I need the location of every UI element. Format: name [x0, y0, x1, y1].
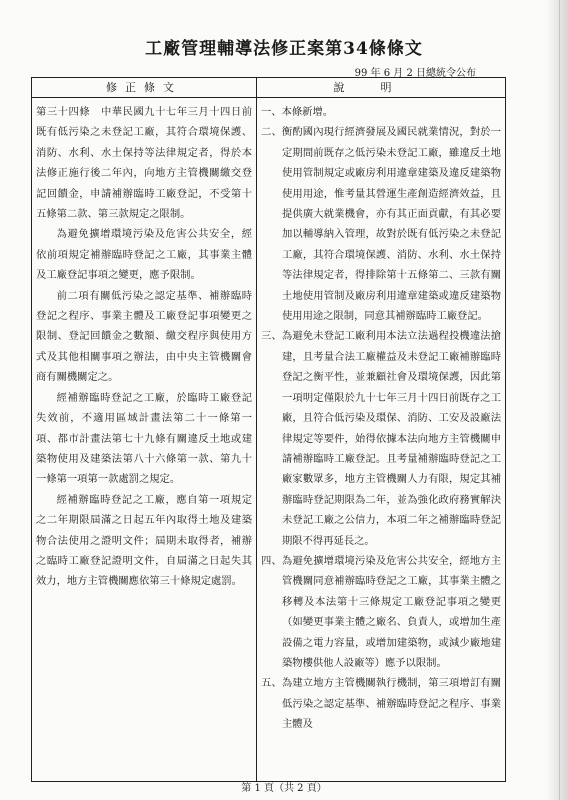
page-number: 第 1 頁（共 2 頁）: [241, 783, 327, 794]
explanation-item: [261, 326, 501, 550]
amended-paragraph: 為避免擴增環境污染及危害公共安全，經依前項規定補辦臨時登記之工廠，其事業主體及工廠登記事項之變更，應予限制。: [36, 228, 252, 282]
item-text: 本條新增。: [281, 106, 334, 118]
amended-paragraph: 經補辦臨時登記之工廠，於臨時工廠登記失效前，不適用區域計畫法第二十一條第一項、都市計畫法第七十九條有關違反土地或建築物使用及建築法第八十六條第一款、第九十一條第一項第一款處罰之規定。: [36, 391, 252, 486]
column-divider: [256, 78, 257, 781]
amended-paragraph: 第三十四條 中華民國九十七年三月十四日前既有低污染之未登記工廠，其符合環境保護、消防、水利、水土保持等法律規定者，得於本法修正施行後二年內，向地方主管機關繳交登記回饋金，申請補辦臨時工廠登記，不受第十五條第二款、第三款規定之限制。: [36, 106, 252, 221]
item-number: 四、: [261, 554, 282, 567]
page-edge-shadow: [546, 0, 568, 800]
item-number: 三、: [261, 330, 282, 343]
item-number: 二、: [261, 126, 282, 139]
item-number: 五、: [261, 677, 282, 690]
item-text: 為避免擴增環境污染及危害公共安全，經地方主管機關同意補辦臨時登記之工廠，其事業主體之移轉及本法第十三條規定工廠登記事項之變更（如變更事業主體之廠名、負責人，或增加生產設備之電力容量，或增加建築物，或減少廠地建築物樓供他人設廠等）應予以限制。: [281, 554, 502, 669]
item-text: 衡酌國內現行經濟發展及國民就業情況，對於一定期間前既存之低污染未登記工廠，雖違反土地使用管制規定或廠房利用違章建築及違反建築物使用用途，惟考量其營運生產創造經濟效益，且提供廣大就業機會，亦有其正面貢獻，有其必要加以輔導納入管理，故對於既有低污染之未登記工廠，其符合環境保護、消防、水利、水土保持等法律規定者，得排除第十五條第二、三款有關土地使用管制及廠房利用違章建築或違反建築物使用用途之限制，同意其補辦臨時工廠登記。: [281, 126, 502, 323]
amended-paragraph: 前二項有關低污染之認定基準、補辦臨時登記之程序、事業主體及工廠登記事項變更之限制、登記回饋金之數額、繳交程序與使用方式及其他相關事項之辦法，由中央主管機關會商有關機關定之。: [36, 289, 252, 384]
document-title: 工廠管理輔導法修正案第34條條文: [145, 39, 423, 59]
explanation-item: [261, 122, 501, 326]
amended-text-column: [36, 102, 252, 592]
explanation-item: [261, 673, 501, 734]
item-text: 為避免未登記工廠利用本法立法過程投機違法搶建，且考量合法工廠權益及未登記工廠補辦臨時登記之衡平性，並兼顧社會及環境保護，因此第一項明定僅限於九十七年三月十四日前既存之工廠，且符合低污染及環保、消防、工安及設廠法律規定等要件，始得依據本法向地方主管機關申請補辦臨時工廠登記。且考量補辦臨時登記之工廠家數眾多，地方主管機關人力有限，規定其補辦臨時登記期限為二年，並為強化政府務實解決未登記工廠之公信力，本項二年之補辦臨時登記期限不得再延長之。: [281, 330, 502, 547]
item-number: 一、: [261, 106, 282, 118]
explanation-item: [261, 551, 501, 673]
comparison-table: [31, 77, 506, 782]
header-amended-text: 修正條文: [32, 78, 256, 98]
explanation-column: [261, 102, 501, 735]
explanation-item: [261, 102, 501, 122]
page-edge-line: [559, 0, 560, 800]
promulgation-date: 99 年 6 月 2 日總統令公布: [354, 68, 476, 79]
header-explanation: 說明: [256, 78, 505, 98]
amended-paragraph: 經補辦臨時登記之工廠，應自第一項規定之二年期限屆滿之日起五年內取得土地及建築物合法使用之證明文件；屆期未取得者，補辦之臨時工廠登記證明文件，自屆滿之日起失其效力，地方主管機關應依第三十條規定處罰。: [36, 493, 252, 588]
item-text: 為建立地方主管機關執行機制，第三項增訂有關低污染之認定基準、補辦臨時登記之程序、事業主體及: [281, 677, 502, 731]
